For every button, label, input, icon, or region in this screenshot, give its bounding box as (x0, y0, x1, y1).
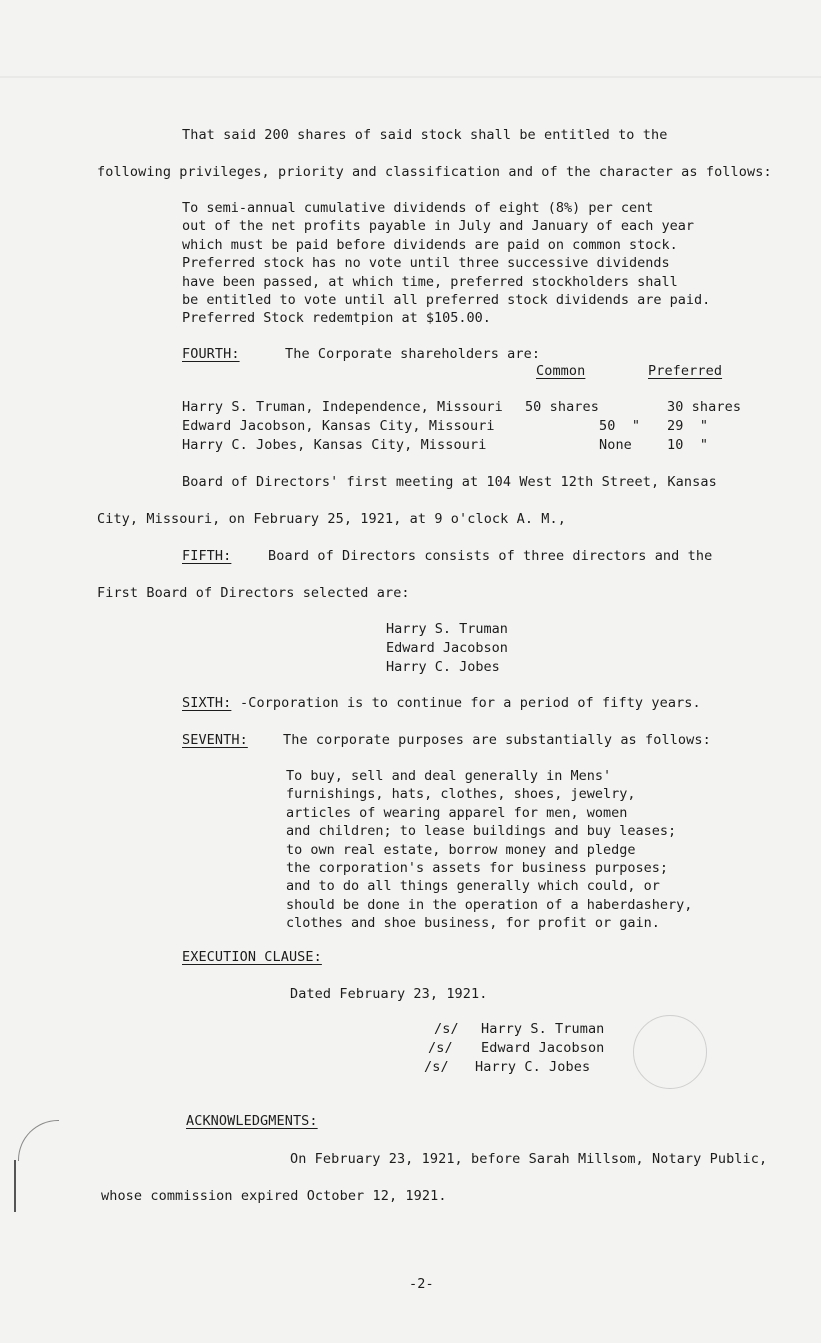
purpose-line: To buy, sell and deal generally in Mens' (286, 768, 612, 784)
purposes-block (286, 767, 692, 933)
purpose-line: to own real estate, borrow money and pledge (286, 841, 636, 858)
seventh-label: SEVENTH: (182, 732, 248, 748)
intro-line-2: following privileges, priority and classification and of the character as follows: (97, 164, 772, 180)
dated-line: Dated February 23, 1921. (290, 986, 488, 1002)
col-preferred-header: Preferred (648, 363, 723, 379)
meeting-line-2: City, Missouri, on February 25, 1921, at 9 o'clock A. M., (97, 511, 566, 527)
signature-mark: /s/ (428, 1040, 453, 1056)
acknowledgment-line-1: On February 23, 1921, before Sarah Millsom, Notary Public, (290, 1151, 768, 1167)
shareholder-preferred: 30 shares (667, 399, 742, 415)
fourth-text: The Corporate shareholders are: (285, 346, 541, 362)
purpose-line: and children; to lease buildings and buy leases; (286, 823, 677, 840)
director-name: Edward Jacobson (386, 640, 508, 656)
paper-fold (0, 76, 821, 78)
signature-name: Harry S. Truman (481, 1021, 605, 1037)
fifth-label: FIFTH: (182, 548, 232, 564)
margin-bracket-mark (14, 1160, 22, 1212)
shareholder-name: Harry C. Jobes, Kansas City, Missouri (182, 437, 487, 453)
shareholder-name: Edward Jacobson, Kansas City, Missouri (182, 418, 495, 434)
shareholder-name: Harry S. Truman, Independence, Missouri (182, 399, 503, 415)
dividend-line: Preferred stock has no vote until three successive dividends (182, 255, 670, 272)
dividend-terms (182, 199, 710, 328)
dividend-line: be entitled to vote until all preferred stock dividends are paid. (182, 292, 711, 309)
dividend-line: out of the net profits payable in July and January of each year (182, 218, 695, 235)
meeting-line-1: Board of Directors' first meeting at 104 West 12th Street, Kansas (182, 474, 717, 490)
sixth-label: SIXTH: (182, 695, 232, 711)
director-name: Harry S. Truman (386, 621, 508, 637)
directors-list (386, 620, 508, 677)
signature-mark: /s/ (434, 1021, 459, 1037)
dividend-line: have been passed, at which time, preferred stockholders shall (182, 273, 678, 290)
margin-pen-mark (18, 1120, 59, 1161)
acknowledgments-label: ACKNOWLEDGMENTS: (186, 1113, 318, 1129)
dividend-line: which must be paid before dividends are paid on common stock. (182, 236, 678, 253)
purpose-line: articles of wearing apparel for men, women (286, 804, 628, 821)
fourth-label: FOURTH: (182, 346, 240, 362)
seventh-text: The corporate purposes are substantially as follows: (283, 732, 711, 748)
director-name: Harry C. Jobes (386, 659, 500, 675)
purpose-line: furnishings, hats, clothes, shoes, jewelry, (286, 786, 636, 803)
fifth-line-2: First Board of Directors selected are: (97, 585, 410, 601)
shareholder-preferred: 10 " (667, 437, 709, 453)
signature-name: Edward Jacobson (481, 1040, 605, 1056)
shareholder-common: None (599, 437, 632, 453)
dividend-line: To semi-annual cumulative dividends of eight (8%) per cent (182, 200, 654, 216)
archives-stamp (633, 1015, 707, 1089)
shareholder-preferred: 29 " (667, 418, 709, 434)
execution-clause-label: EXECUTION CLAUSE: (182, 949, 322, 965)
purpose-line: the corporation's assets for business purposes; (286, 860, 669, 877)
purpose-line: clothes and shoe business, for profit or gain. (286, 915, 660, 932)
purpose-line: and to do all things generally which could, or (286, 878, 660, 895)
intro-line-1: That said 200 shares of said stock shall be entitled to the (182, 127, 668, 143)
acknowledgment-line-2: whose commission expired October 12, 1921. (101, 1188, 447, 1204)
purpose-line: should be done in the operation of a haberdashery, (286, 896, 693, 913)
fifth-text: Board of Directors consists of three directors and the (268, 548, 713, 564)
dividend-line: Preferred Stock redemtpion at $105.00. (182, 310, 491, 327)
signature-mark: /s/ (424, 1059, 449, 1075)
sixth-text: -Corporation is to continue for a period of fifty years. (240, 695, 701, 711)
shareholder-common: 50 shares (524, 399, 599, 415)
shareholder-common: 50 " (599, 418, 641, 434)
col-common-header: Common (536, 363, 586, 379)
page-number: -2- (409, 1276, 434, 1292)
signature-name: Harry C. Jobes (475, 1059, 591, 1075)
